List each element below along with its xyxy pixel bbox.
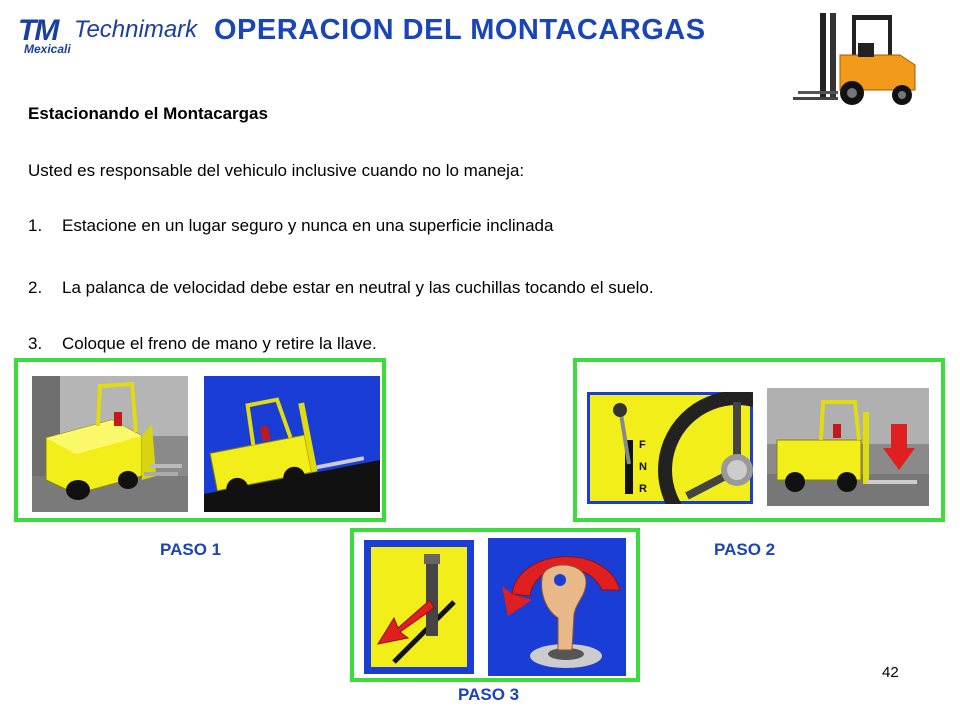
list-item-text: La palanca de velocidad debe estar en neutral y las cuchillas tocando el suelo.	[62, 278, 654, 297]
list-item	[28, 216, 553, 236]
page-title: OPERACION DEL MONTACARGAS	[214, 14, 706, 46]
shifter-letter-f: F	[639, 439, 646, 451]
forklift-forks-down-illustration	[767, 388, 929, 506]
logo-name: Technimark	[74, 16, 198, 43]
list-item-text: Estacione en un lugar seguro y nunca en una superficie inclinada	[62, 216, 554, 235]
hand-brake-illustration	[364, 540, 474, 674]
gear-shifter-illustration	[587, 392, 753, 504]
logo-mark: TM	[18, 14, 58, 47]
forklift-flat-ground-illustration	[32, 376, 188, 512]
paso-1-label: PASO 1	[160, 540, 222, 559]
shifter-letter-n: N	[639, 461, 647, 473]
list-item	[28, 334, 377, 354]
list-item-number: 3.	[28, 334, 43, 353]
shifter-letter-r: R	[639, 483, 647, 495]
list-item-number: 1.	[28, 216, 43, 235]
section-subtitle: Estacionando el Montacargas	[28, 104, 268, 123]
page-number: 42	[882, 664, 899, 681]
list-item	[28, 278, 654, 298]
paso-2-frame	[573, 358, 945, 522]
forklift-on-slope-illustration	[204, 376, 380, 512]
paso-3-frame	[350, 528, 640, 682]
intro-paragraph: Usted es responsable del vehiculo inclusive cuando no lo maneja:	[28, 161, 525, 180]
ignition-key-illustration	[488, 538, 626, 676]
company-logo	[18, 14, 198, 54]
list-item-text: Coloque el freno de mano y retire la llave.	[62, 334, 377, 353]
list-item-number: 2.	[28, 278, 43, 297]
paso-3-label: PASO 3	[458, 685, 520, 704]
logo-subtitle: Mexicali	[24, 42, 71, 56]
paso-1-frame	[14, 358, 386, 522]
paso-2-label: PASO 2	[714, 540, 776, 559]
forklift-photo	[790, 5, 925, 110]
